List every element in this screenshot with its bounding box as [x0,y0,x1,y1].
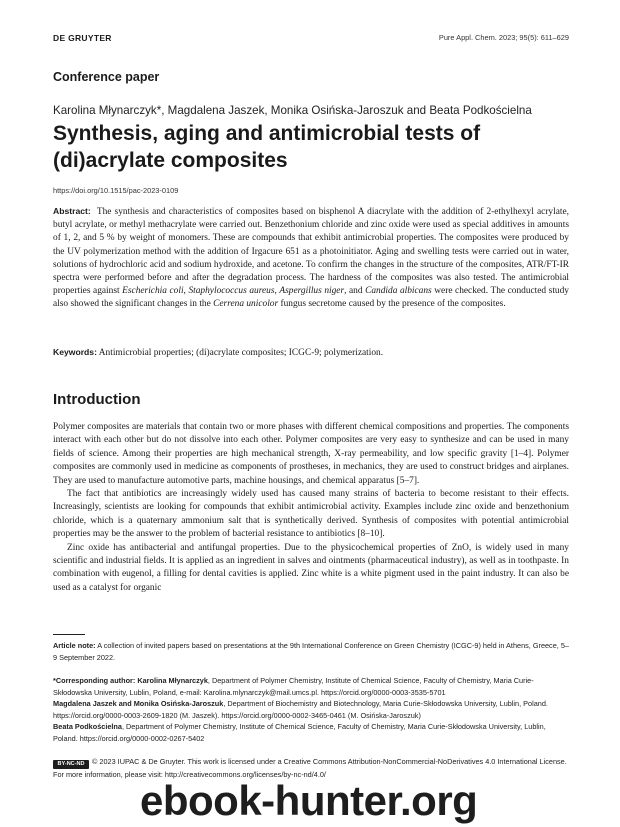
article-note [53,640,569,663]
license-text: © 2023 IUPAC & De Gruyter. This work is licensed under a Creative Commons Attribution-NonCommercial-NoDerivatives 4.0 International License. For more information, please visit: http://creativecommons.org/licenses/by-nc-nd/4.0/ [53,757,567,779]
author-list: Karolina Młynarczyk*, Magdalena Jaszek, Monika Osińska-Jaroszuk and Beata Podkościelna [53,104,532,117]
watermark: ebook-hunter.org [140,777,478,824]
species-name: Cerrena unicolor [213,299,279,310]
abstract [53,205,569,312]
coauthors-label: Magdalena Jaszek and Monika Osińska-Jaroszuk [53,699,224,709]
section-heading-introduction: Introduction [53,391,141,408]
article-note-label: Article note: [53,641,96,650]
abstract-separator: , and [344,286,366,297]
paper-title: Synthesis, aging and antimicrobial tests of (di)acrylate composites [53,122,481,172]
abstract-text: fungus secretome caused by the presence of the composites. [278,299,506,310]
publisher-name: DE GRUYTER [53,33,112,43]
paragraph: Zinc oxide has antibacterial and antifungal properties. Due to the physicochemical properties of ZnO, is widely used in many scientific and industrial fields. It is applied as an ingredient in salves and ointments (pharmaceutical industry), as well as in toothpaste. In combination with eugenol, a filling for dental cavities is applied. Zinc white is a white pigment used in the paint industry. It can also be used as a catalyst for organic [53,542,569,593]
species-name: Staphylococcus aureus [188,286,275,297]
abstract-separator: , [274,286,280,297]
coauthors-text: , Department of Biochemistry and Biotechnology, Maria Curie-Skłodowska University, Lublin, Poland. https://orcid.org/0000-0003-2609-1820 (M. Jaszek). https://orcid.org/0000-0002-3465-0461 (M. Osińska-Jaroszuk) [53,699,548,720]
paper-type: Conference paper [53,70,160,84]
beata-text: , Department of Polymer Chemistry, Institute of Chemical Science, Faculty of Chemistry, Maria Curie-Skłodowska University, Lublin, Poland. https://orcid.org/0000-0002-0267-5402 [53,722,546,743]
species-name: Aspergillus niger [279,286,345,297]
corresponding-author-text: , Department of Polymer Chemistry, Institute of Chemical Science, Faculty of Chemistry, Maria Curie-Skłodowska University, Lublin, Poland, e-mail: Karolina.mlynarczyk@mail.umcs.pl. https://orcid.org/0000-0003-3535-5701 [53,676,534,697]
journal-reference: Pure Appl. Chem. 2023; 95(5): 611–629 [438,33,569,42]
footnote-divider [53,634,85,635]
species-name: Candida albicans [365,286,432,297]
keywords [53,346,569,360]
abstract-label: Abstract: [53,206,91,216]
abstract-separator: , [183,286,189,297]
paragraph: Polymer composites are materials that contain two or more phases with different chemical compositions and properties. The components interact with each other but do not dissolve into each other. Polymer composites are very easy to synthesize and can be used in many fields of science. Among their properties are high mechanical strength, X-ray permeability, and low specific gravity [1–4]. Polymer composites are commonly used in medicine as components of prostheses, in mechanics, they are used to construct bridges and airplanes. They are used to manufacture automotive parts, machine housings, and chemical apparatus [5–7]. [53,422,569,486]
cc-license-icon[interactable]: BY-NC-ND [53,760,89,769]
article-note-text: A collection of invited papers based on presentations at the 9th International Conference on Green Chemistry (ICGC-9) held in Athens, Greece, 5–9 September 2022. [53,641,569,662]
keywords-label: Keywords: [53,347,97,357]
introduction-body [53,421,569,595]
author-affiliations [53,675,569,745]
abstract-text: were checked. The conducted study also showed the significant changes in the [53,286,569,310]
abstract-text: The synthesis and characteristics of composites based on bisphenol A diacrylate with the addition of 2-ethylhexyl acrylate, butyl acrylate, or methyl methacrylate were carried out. Benzethonium chloride and zinc oxide were used as special additives in amounts of 1, 2, and 5 % by weight of monomers. These are compounds that exhibit antimicrobial properties. The composites were produced by the UV polymerization method with the addition of Irgacure 651 as a photoinitiator. Aging and swelling tests were carried out in water, solutions of hydrochloric acid and sodium hydroxide, and acetone. To confirm the changes in the structure of the composites, ATR/FT-IR spectra were performed before and after the degradation process. The hardness of the composites was also tested. The antimicrobial properties against [53,207,569,297]
doi-link[interactable]: https://doi.org/10.1515/pac-2023-0109 [53,186,179,195]
beata-label: Beata Podkościelna [53,722,122,732]
corresponding-author-label: *Corresponding author: Karolina Młynarczyk [53,676,208,685]
keywords-text: Antimicrobial properties; (di)acrylate composites; ICGC-9; polymerization. [98,348,384,358]
paragraph: The fact that antibiotics are increasingly widely used has caused many strains of bacteria to become resistant to their effects. Increasingly, scientists are looking for compounds that exhibit antimicrobial activity. Examples include zinc oxide and benzethonium chloride, which is a quaternary ammonium salt that is synthetically derived. Synthesis of composites with potential antimicrobial properties may be the answer to the problem of bacterial resistance to antibiotics [8–10]. [53,489,569,540]
page-header [53,33,569,45]
species-name: Escherichia coli [122,286,184,297]
